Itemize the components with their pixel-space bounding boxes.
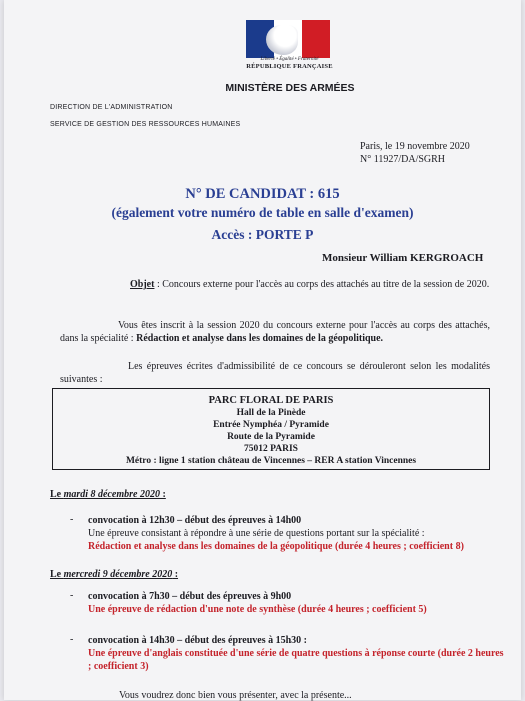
- day-1-heading: Le mardi 8 décembre 2020 :: [50, 489, 166, 500]
- venue-name: PARC FLORAL DE PARIS: [208, 395, 334, 406]
- bullet: -: [70, 590, 74, 601]
- exam-subject: Une épreuve de rédaction d'une note de synthèse (durée 4 heures ; coefficient 5): [88, 604, 427, 615]
- inscription-text: Vous êtes inscrit à la session 2020 du concours externe pour l'accès au corps des attachés, dans la spécialité :: [60, 320, 490, 344]
- department-line-1: DIRECTION DE L'ADMINISTRATION: [50, 104, 173, 111]
- bullet: -: [70, 514, 74, 525]
- exam-subject: Rédaction et analyse dans les domaines de la géopolitique (durée 4 heures ; coefficient 8): [88, 541, 464, 552]
- candidate-number: N° DE CANDIDAT : 615: [185, 186, 340, 202]
- bullet: -: [70, 634, 74, 645]
- table-number-note: (également votre numéro de table en salle d'examen): [111, 205, 414, 220]
- day-2-heading: Le mercredi 9 décembre 2020 :: [50, 569, 179, 580]
- exam-time: convocation à 14h30 – début des épreuves à 15h30 :: [88, 635, 307, 646]
- venue-metro: Métro : ligne 1 station château de Vincennes – RER A station Vincennes: [125, 456, 417, 466]
- exam-time: convocation à 7h30 – début des épreuves à 9h00: [88, 591, 292, 602]
- exam-item: [88, 634, 508, 673]
- republic-label: RÉPUBLIQUE FRANÇAISE: [246, 63, 333, 70]
- exams-intro-paragraph: Les épreuves écrites d'admissibilité de ce concours se dérouleront selon les modalités suivantes :: [60, 361, 490, 385]
- letter-date: Paris, le 19 novembre 2020: [360, 141, 470, 152]
- access-door: Accès : PORTE P: [211, 227, 314, 242]
- venue-entrance: Entrée Nymphéa / Pyramide: [213, 420, 329, 430]
- exam-item: [88, 514, 508, 553]
- recipient-name: Monsieur William KERGROACH: [322, 252, 484, 264]
- objet-label: Objet: [130, 279, 155, 290]
- exam-time: convocation à 12h30 – début des épreuves à 14h00: [88, 515, 302, 526]
- republic-motto: Liberté • Égalité • Fraternité: [260, 57, 319, 62]
- department-line-2: SERVICE DE GESTION DES RESSOURCES HUMAINES: [50, 121, 241, 128]
- ministry-title: MINISTÈRE DES ARMÉES: [225, 82, 355, 94]
- inscription-paragraph: [60, 319, 490, 345]
- convocation-letter: [4, 0, 521, 700]
- objet-text: : Concours externe pour l'accès au corps des attachés au titre de la session de 2020.: [154, 279, 490, 290]
- exam-subject: Une épreuve d'anglais constituée d'une série de quatre questions à réponse courte (durée 2 heures ; coefficient 3): [88, 648, 504, 672]
- venue-city: 75012 PARIS: [244, 444, 298, 454]
- specialty-text: Rédaction et analyse dans les domaines de la géopolitique.: [136, 333, 384, 344]
- letter-reference: N° 11927/DA/SGRH: [360, 154, 446, 165]
- exam-item: [88, 590, 508, 616]
- venue-box: [52, 388, 490, 470]
- venue-hall: Hall de la Pinède: [236, 408, 306, 418]
- marianne-logo-icon: [246, 20, 332, 62]
- footer-text: Vous voudrez donc bien vous présenter, avec la présente...: [119, 690, 352, 701]
- venue-road: Route de la Pyramide: [227, 432, 315, 442]
- exam-description: Une épreuve consistant à répondre à une série de questions portant sur la spécialité :: [88, 528, 425, 539]
- objet-paragraph: [60, 278, 490, 291]
